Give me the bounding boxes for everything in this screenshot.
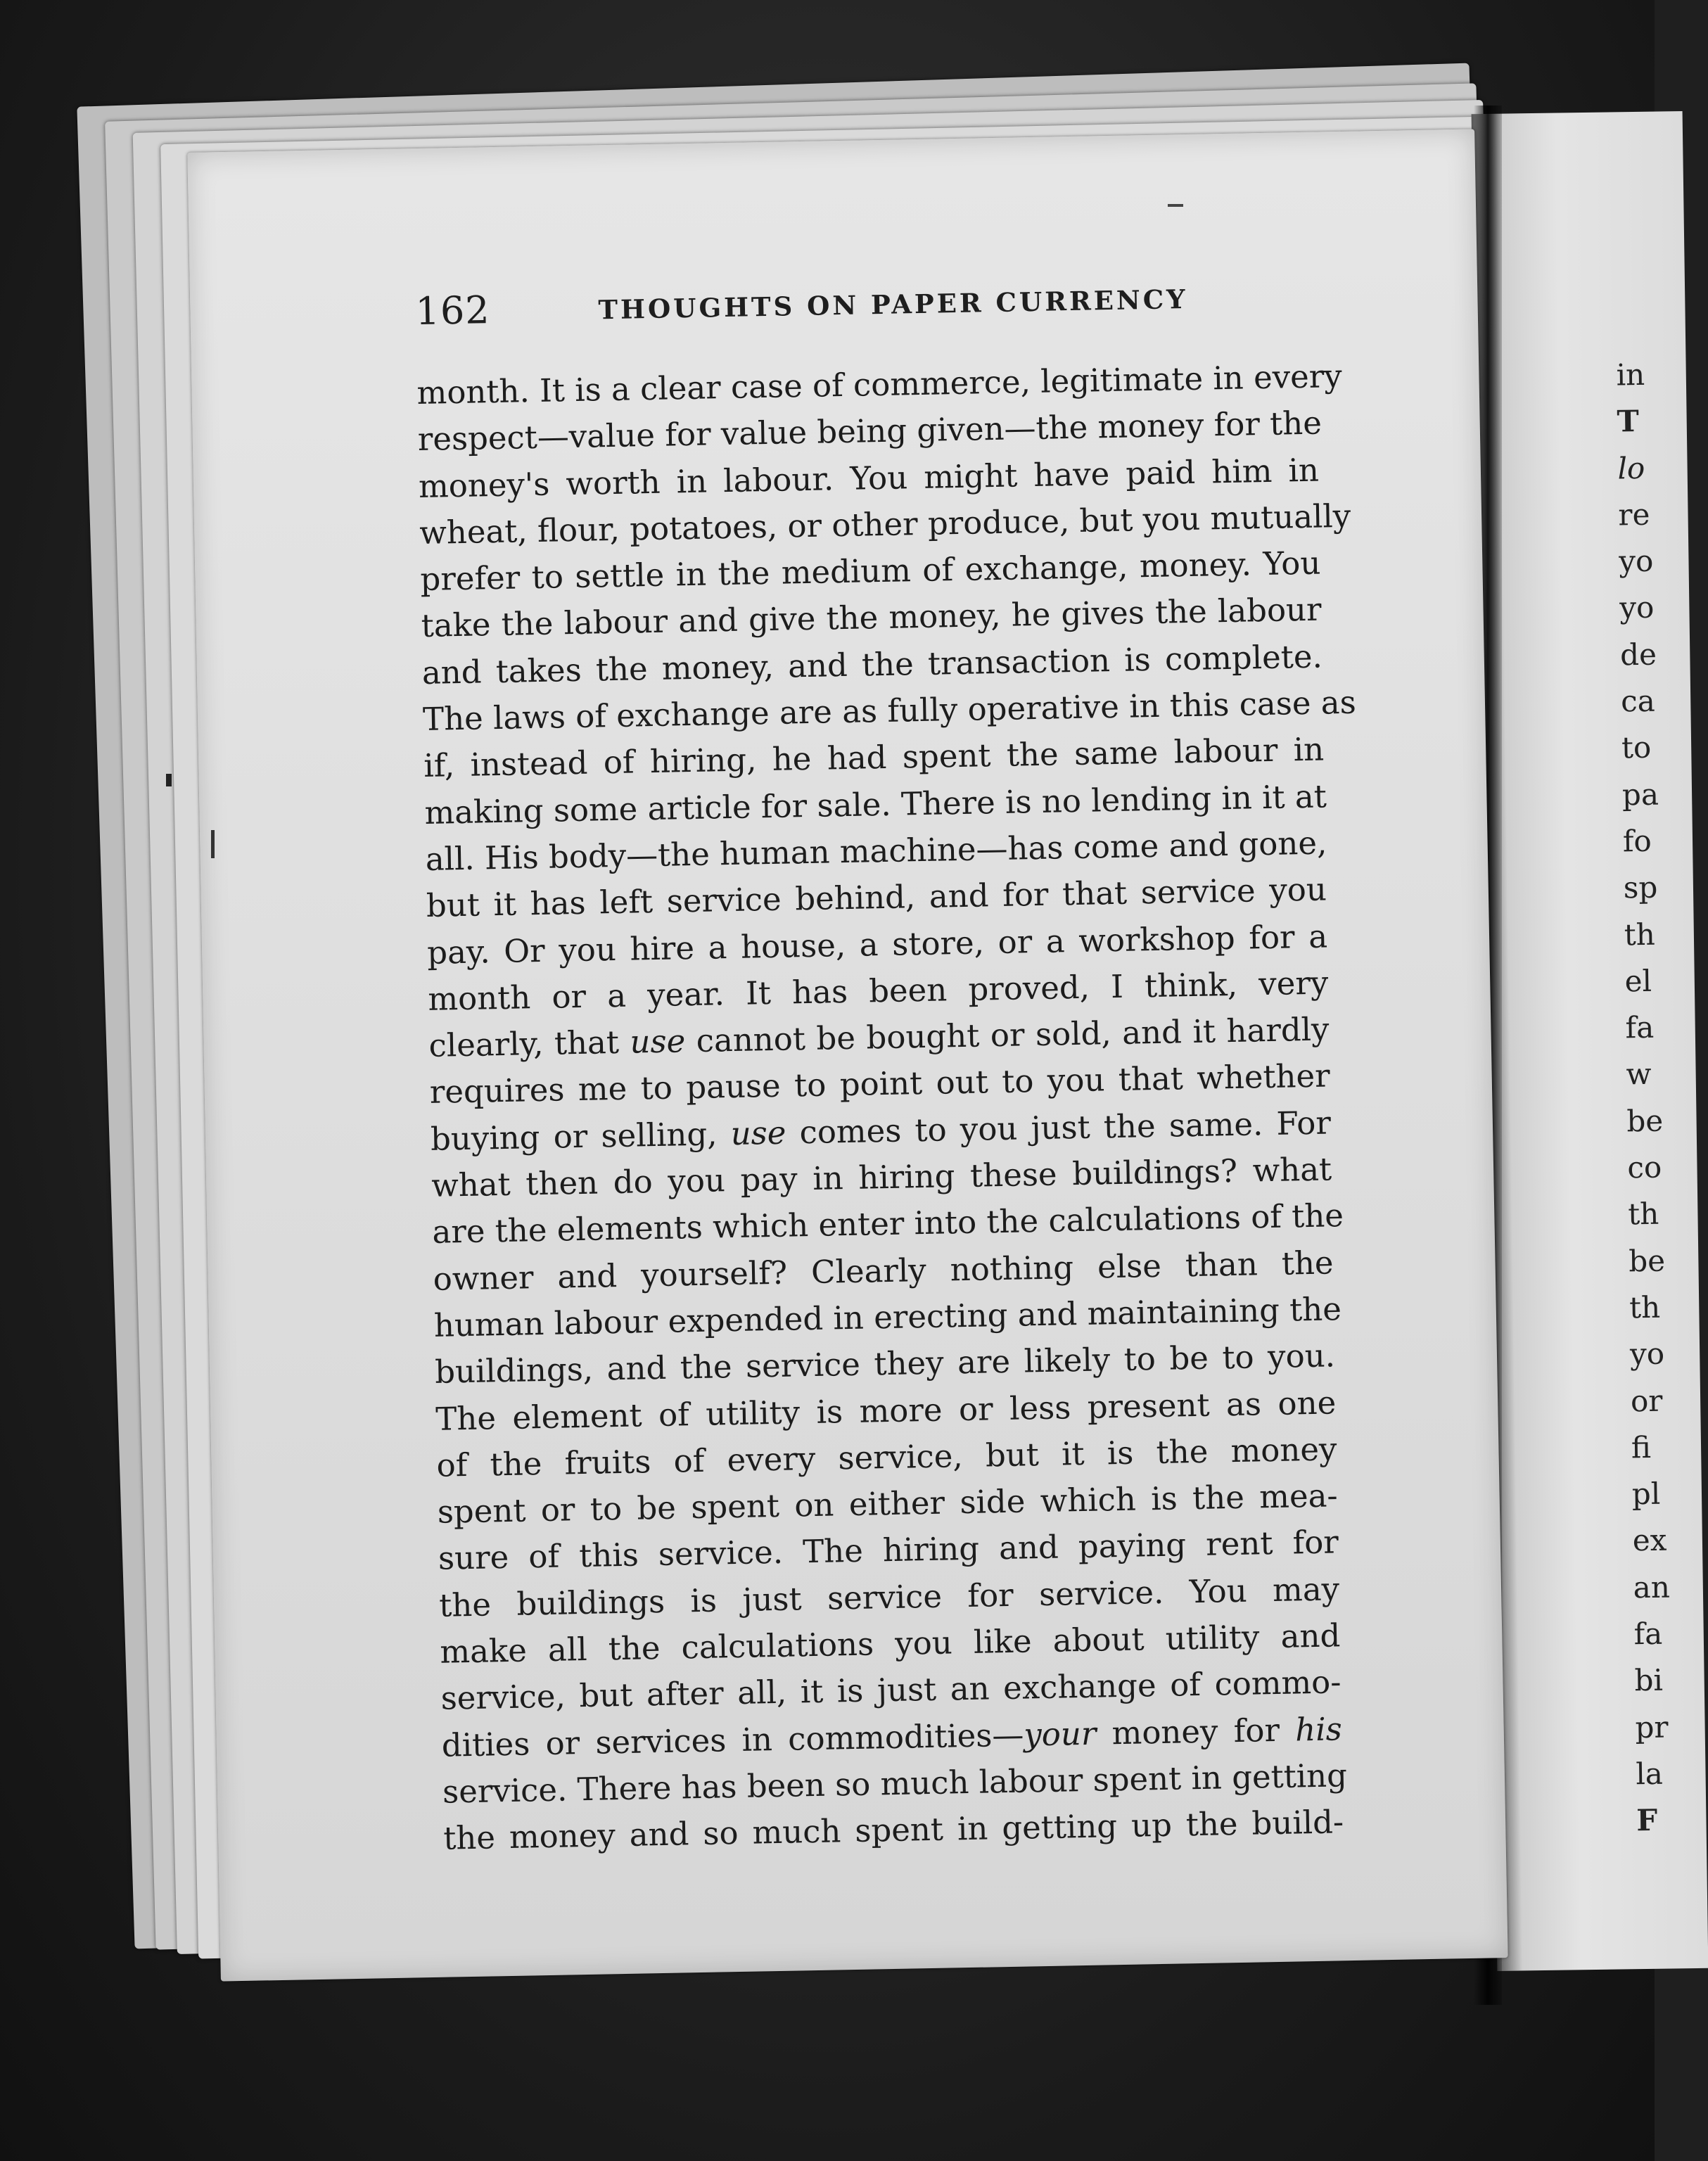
facing-page-fragment: yo [1619, 590, 1655, 625]
facing-page-fragment: an [1633, 1569, 1671, 1605]
text-line: human labour expended in erecting and maintaining the [433, 1290, 1342, 1344]
text-line: month or a year. It has been proved, I think, very [427, 964, 1329, 1018]
facing-page-fragment: yo [1619, 543, 1654, 579]
running-title: THOUGHTS ON PAPER CURRENCY [598, 283, 1188, 326]
facing-page-fragment: be [1626, 1103, 1664, 1139]
text-line: take the labour and give the money, he gives the labour [421, 591, 1322, 645]
ink-speck [1168, 204, 1183, 207]
facing-page-fragment: co [1627, 1149, 1662, 1185]
text-line: prefer to settle in the medium of exchange, money. You [420, 544, 1321, 599]
italic-word: use [629, 1022, 686, 1061]
facing-page-fragment: sp [1623, 869, 1658, 905]
facing-page-fragment: th [1624, 917, 1656, 952]
facing-page-fragment: fo [1622, 823, 1652, 859]
facing-page-fragment: bi [1634, 1663, 1664, 1698]
facing-page-fragment: or [1630, 1383, 1663, 1418]
text-line: and takes the money, and the transaction is complete. [421, 637, 1323, 691]
text-segment: cannot be bought or sold, and it hardly [684, 1010, 1330, 1060]
body-text [416, 354, 1357, 1863]
text-line: wheat, flour, potatoes, or other produce, but you mutually [419, 497, 1351, 552]
facing-page-fragment: th [1627, 1197, 1659, 1232]
facing-page-fragment: ca [1620, 683, 1656, 719]
text-line: make all the calculations you like about utility and [439, 1617, 1341, 1671]
facing-page-fragment: re [1618, 497, 1650, 533]
text-segment: clearly, that [428, 1023, 630, 1065]
book-page [187, 129, 1508, 1981]
facing-page-fragment: T [1617, 404, 1640, 439]
facing-page [1472, 111, 1708, 1971]
italic-word: his [1294, 1709, 1343, 1749]
facing-page-fragment: in [1616, 357, 1645, 393]
text-segment: dities or services in commodities— [441, 1716, 1024, 1764]
facing-page-fragment: pl [1631, 1476, 1661, 1512]
text-line: service, but after all, it is just an exchange of commo- [440, 1663, 1341, 1718]
text-line: are the elements which enter into the calculations of the [432, 1197, 1344, 1251]
text-line: making some article for sale. There is no lending in it at [424, 777, 1327, 831]
text-line: month. It is a clear case of commerce, legitimate in every [416, 357, 1343, 412]
text-line: of the fruits of every service, but it is the money [436, 1430, 1337, 1484]
ink-speck [166, 774, 172, 786]
text-line: buildings, and the service they are likely to be to you. [434, 1337, 1336, 1391]
page-number: 162 [414, 288, 491, 334]
facing-page-fragment: be [1628, 1243, 1666, 1278]
running-head [415, 265, 1330, 338]
text-line: owner and yourself? Clearly nothing else than the [433, 1244, 1334, 1298]
text-segment: buying or selling, [430, 1114, 732, 1158]
facing-page-fragment: pr [1635, 1709, 1669, 1745]
text-segment: comes to you just the same. For [785, 1104, 1332, 1152]
text-line: The laws of exchange are as fully operative in this case as [422, 683, 1357, 739]
facing-page-fragment: fa [1625, 1009, 1655, 1045]
text-line: what then do you pay in hiring these buildings? what [431, 1150, 1332, 1204]
text-line: the buildings is just service for service. You may [438, 1570, 1340, 1624]
text-line: The element of utility is more or less present as one [435, 1383, 1337, 1438]
text-line: sure of this service. The hiring and paying rent for [438, 1523, 1339, 1578]
text-line: but it has left service behind, and for that service you [426, 870, 1327, 925]
facing-page-fragment: lo [1617, 450, 1645, 486]
text-line: spent or to be spent on either side which is the mea- [437, 1477, 1339, 1531]
facing-page-fragment: la [1636, 1756, 1664, 1792]
facing-page-fragment: th [1629, 1289, 1661, 1325]
facing-page-fragment: F [1636, 1803, 1658, 1838]
text-line: money's worth in labour. You might have paid him in [418, 451, 1320, 505]
text-segment: money for [1095, 1711, 1296, 1752]
text-line: service. There has been so much labour spent in getting [442, 1757, 1348, 1811]
facing-page-fragment: pa [1621, 777, 1659, 812]
facing-page-fragment: fa [1633, 1616, 1663, 1652]
text-line: if, instead of hiring, he had spent the same labour in [423, 730, 1325, 785]
facing-page-fragment: el [1624, 963, 1652, 999]
facing-page-fragment: de [1619, 637, 1657, 672]
text-line: requires me to pause to point out to you that whether [429, 1057, 1331, 1111]
ink-speck [211, 830, 215, 858]
italic-word: your [1023, 1714, 1097, 1754]
text-line: respect—value for value being given—the money for the [417, 404, 1323, 459]
text-line: pay. Or you hire a house, a store, or a workshop for a [426, 917, 1328, 971]
facing-page-fragment: to [1621, 730, 1652, 765]
facing-page-fragment: yo [1629, 1336, 1665, 1372]
text-line: all. His body—the human machine—has come and gone, [425, 824, 1327, 878]
facing-page-fragment: ex [1632, 1523, 1667, 1558]
facing-page-fragment: fi [1631, 1429, 1652, 1465]
facing-page-fragment: w [1626, 1057, 1652, 1092]
italic-word: use [730, 1114, 786, 1152]
text-line: the money and so much spent in getting up the build- [442, 1803, 1344, 1857]
